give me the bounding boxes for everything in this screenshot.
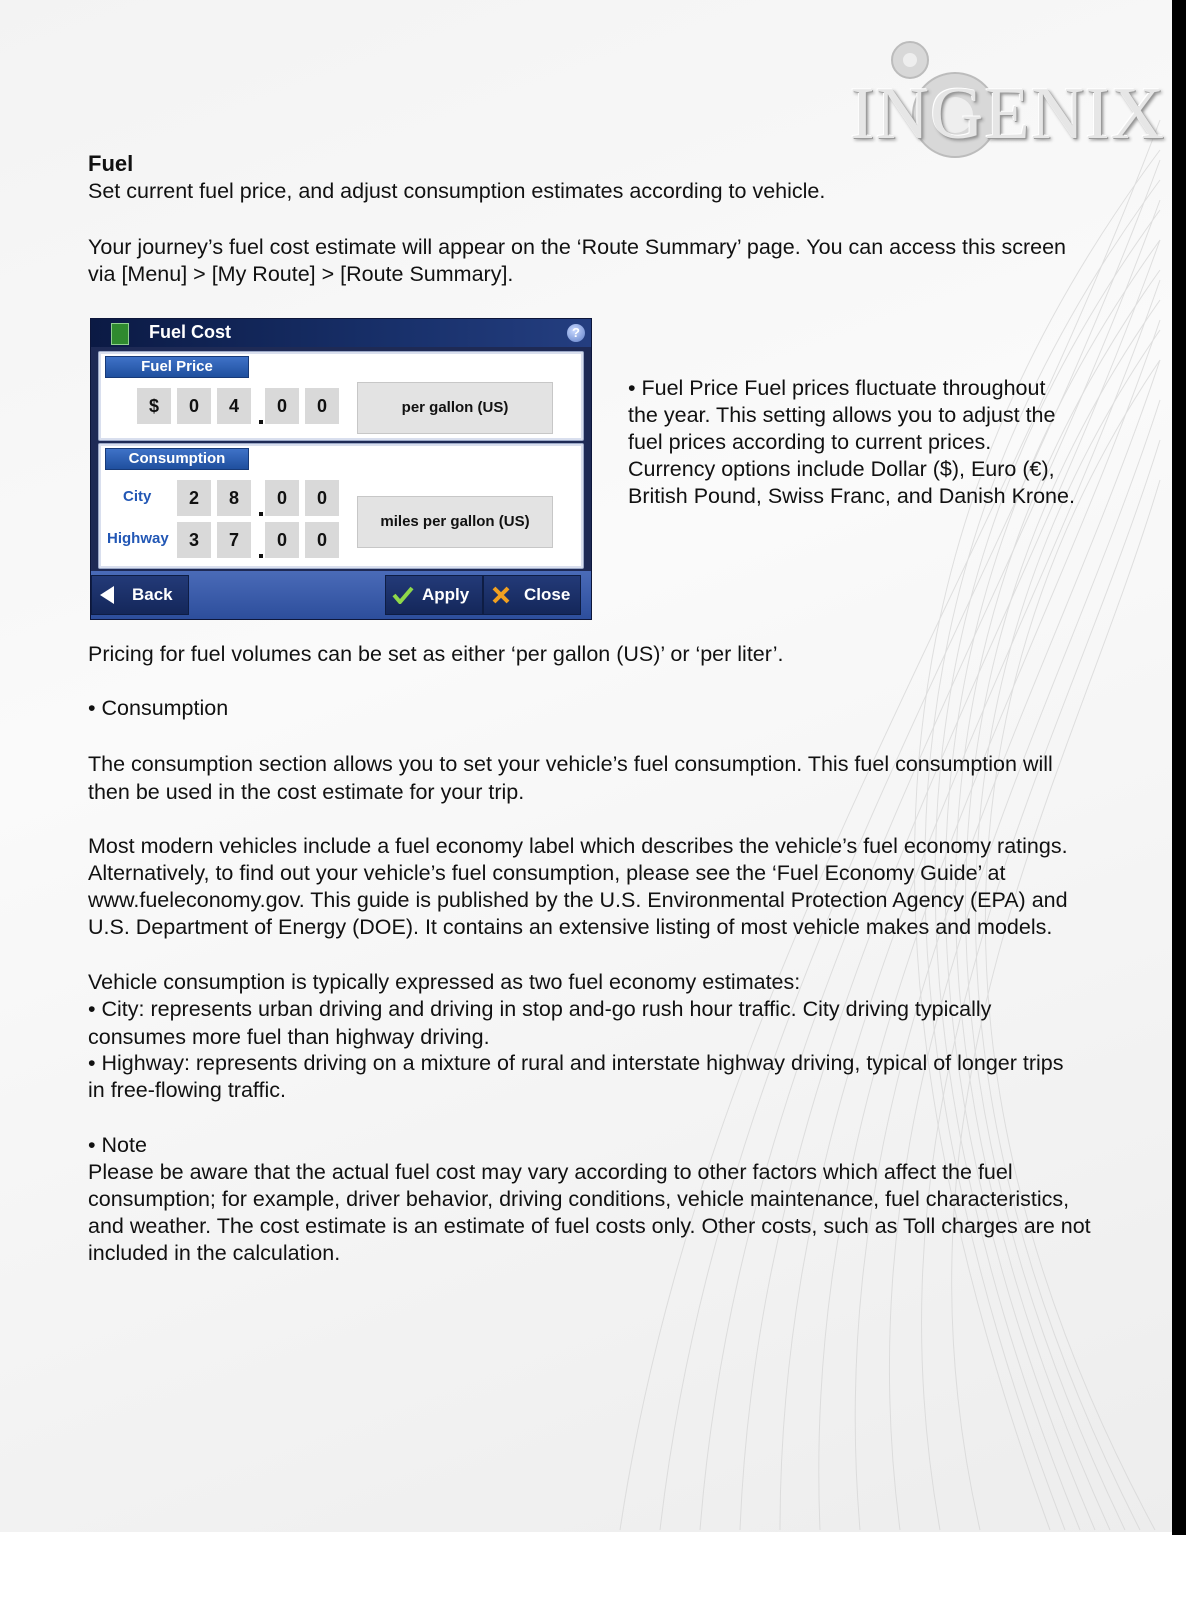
apply-label: Apply — [422, 585, 470, 604]
fuel-price-label: Fuel Price — [105, 356, 249, 378]
price-digit[interactable]: 0 — [177, 388, 211, 424]
city-digit[interactable]: 0 — [265, 480, 299, 516]
economy-label-line3: www.fueleconomy.gov. This guide is published by the U.S. Environmental Protection Agency (EPA) and — [88, 888, 1068, 912]
estimates-intro: Vehicle consumption is typically expressed as two fuel economy estimates: — [88, 970, 801, 994]
highway-digit[interactable]: 0 — [305, 522, 339, 558]
fuel-price-note-line2: the year. This setting allows you to adjust the — [628, 403, 1056, 427]
currency-selector[interactable]: $ — [137, 388, 171, 424]
city-label: City — [123, 488, 152, 505]
fuel-price-note-line4: Currency options include Dollar ($), Euro (€), — [628, 457, 1055, 481]
pricing-text: Pricing for fuel volumes can be set as either ‘per gallon (US)’ or ‘per liter’. — [88, 642, 784, 666]
note-line1: Please be aware that the actual fuel cost may vary according to other factors which affect the fuel — [88, 1160, 1013, 1184]
city-digit[interactable]: 2 — [177, 480, 211, 516]
highway-digit[interactable]: 0 — [265, 522, 299, 558]
city-digit[interactable]: 8 — [217, 480, 251, 516]
checkmark-icon — [392, 586, 414, 604]
help-icon[interactable]: ? — [567, 324, 585, 342]
note-line4: included in the calculation. — [88, 1241, 341, 1265]
estimates-city: • City: represents urban driving and driving in stop and-go rush hour traffic. City driving typically consumes more fuel than highway driving. — [88, 997, 992, 1049]
apply-button[interactable] — [385, 575, 483, 615]
close-button[interactable] — [483, 575, 581, 615]
price-digit[interactable]: 0 — [265, 388, 299, 424]
economy-label-line1: Most modern vehicles include a fuel economy label which describes the vehicle’s fuel economy ratings. — [88, 834, 1068, 858]
fuel-price-note-line1: • Fuel Price Fuel prices fluctuate throughout — [628, 376, 1046, 400]
city-digit[interactable]: 0 — [305, 480, 339, 516]
intro-text: Set current fuel price, and adjust consumption estimates according to vehicle. — [88, 179, 826, 203]
decimal-point — [259, 420, 263, 424]
note-bullet: • Note — [88, 1133, 147, 1157]
highway-label: Highway — [107, 530, 169, 547]
route-note-line2: via [Menu] > [My Route] > [Route Summary]. — [88, 262, 514, 286]
fuel-price-note-line3: fuel prices according to current prices. — [628, 430, 992, 454]
decimal-point — [259, 512, 263, 516]
consumption-paragraph: The consumption section allows you to set your vehicle’s fuel consumption. This fuel consumption will then be used in the cost estimate for your trip. — [88, 752, 1053, 804]
economy-label-line4: U.S. Department of Energy (DOE). It contains an extensive listing of most vehicle makes and models. — [88, 915, 1053, 939]
price-digit[interactable]: 0 — [305, 388, 339, 424]
fuel-price-panel — [98, 351, 584, 441]
calculator-icon — [111, 323, 129, 345]
note-line2: consumption; for example, driver behavior, driving conditions, vehicle maintenance, fuel characteristics, — [88, 1187, 1070, 1211]
highway-digit[interactable]: 7 — [217, 522, 251, 558]
price-unit-button[interactable]: per gallon (US) — [357, 382, 553, 434]
route-note-line1: Your journey’s fuel cost estimate will appear on the ‘Route Summary’ page. You can access this screen — [88, 235, 1066, 259]
back-arrow-icon — [100, 586, 114, 604]
back-label: Back — [132, 585, 173, 604]
ingenix-logo: INGENIX — [850, 73, 1166, 155]
price-digit[interactable]: 4 — [217, 388, 251, 424]
note-line3: and weather. The cost estimate is an estimate of fuel costs only. Other costs, such as Toll charges are not — [88, 1214, 1091, 1238]
estimates-highway-line1: • Highway: represents driving on a mixture of rural and interstate highway driving, typical of longer trips — [88, 1051, 1064, 1075]
consumption-label: Consumption — [105, 448, 249, 470]
consumption-bullet: • Consumption — [88, 696, 229, 720]
consumption-panel — [98, 443, 584, 569]
fuel-cost-dialog — [90, 318, 592, 620]
consumption-unit-button[interactable]: miles per gallon (US) — [357, 496, 553, 548]
section-title: Fuel — [88, 151, 134, 176]
dialog-title: Fuel Cost — [149, 322, 232, 342]
economy-label-line2: Alternatively, to find out your vehicle’s fuel consumption, please see the ‘Fuel Economy Guide’ at — [88, 861, 1006, 885]
page-edge-bar — [1172, 0, 1186, 1535]
highway-digit[interactable]: 3 — [177, 522, 211, 558]
decimal-point — [259, 554, 263, 558]
estimates-highway-line2: in free-flowing traffic. — [88, 1078, 286, 1102]
close-icon — [492, 586, 510, 604]
dialog-header — [91, 319, 591, 347]
back-button[interactable] — [91, 575, 189, 615]
close-label: Close — [524, 585, 571, 604]
fuel-price-note-line5: British Pound, Swiss Franc, and Danish Krone. — [628, 484, 1075, 508]
dialog-footer — [91, 571, 591, 619]
